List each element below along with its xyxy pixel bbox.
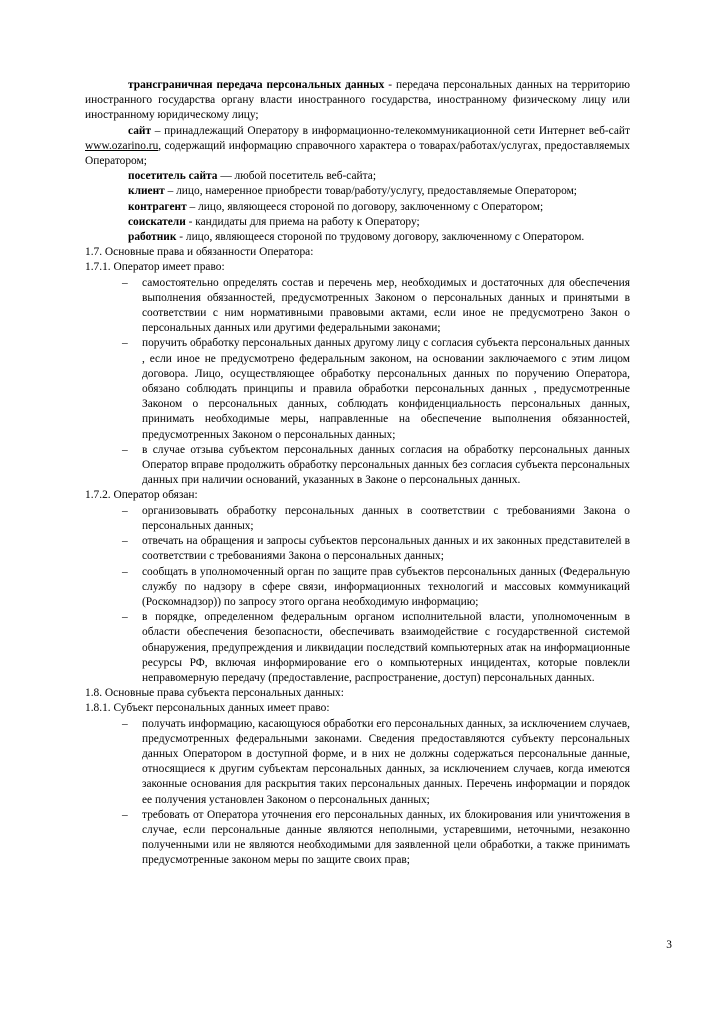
definition-body: - кандидаты для приема на работу к Оператору;	[185, 215, 420, 228]
definition-body: – лицо, являющееся стороной по договору, заключенному с Оператором;	[186, 200, 544, 213]
definition-term: посетитель сайта	[128, 170, 218, 183]
list-item	[85, 808, 630, 869]
list-item	[85, 717, 630, 808]
section-heading-17: 1.7. Основные права и обязанности Оператора:	[85, 246, 314, 259]
definition-paragraph	[85, 200, 630, 215]
definition-body-before-link: – принадлежащий Оператору в информационно-телекоммуникационной сети Интернет веб-сайт	[151, 124, 630, 137]
list-item	[85, 565, 630, 611]
list-item	[85, 336, 630, 442]
website-link[interactable]: www.ozarino.ru	[85, 139, 159, 152]
list-item	[85, 443, 630, 489]
definition-term: трансграничная передача персональных данных	[128, 79, 385, 91]
list-item-text: самостоятельно определять состав и перечень мер, необходимых и достаточных для обеспечения выполнения обязанностей, предусмотренных Законом о персональных данных и принятыми в соответствии с ним нормативными правовыми актами, если иное не предусмотрено Закон о персональных данных или другими федеральными законами;	[142, 276, 630, 335]
list-item-text: в порядке, определенном федеральным органом исполнительной власти, уполномоченным в области обеспечения безопасности, обеспечивать взаимодействие с государственной системой обнаружения, предупреждения и ликвидации последствий компьютерных атак на информационные ресурсы РФ, включая информирование его о компьютерных инцидентах, которые повлекли неправомерную передачу (предоставление, распространение, доступ) персональных данных.	[142, 611, 630, 684]
definition-paragraph	[85, 169, 630, 184]
list-item	[85, 276, 630, 337]
dash-bullet-icon: –	[122, 717, 128, 730]
definition-term: клиент	[128, 185, 165, 198]
definition-body-after-link: , содержащий информацию справочного характера о товарах/работах/услугах, предоставляемых Оператором;	[85, 139, 630, 168]
definition-body: - лицо, являющееся стороной по трудовому договору, заключенному с Оператором.	[176, 231, 585, 244]
section-subheading-181: 1.8.1. Субъект персональных данных имеет право:	[85, 702, 330, 715]
dash-bullet-icon: –	[122, 443, 128, 456]
list-section-181	[85, 717, 630, 869]
definition-term: сайт	[128, 124, 152, 137]
section-subheading-171: 1.7.1. Оператор имеет право:	[85, 261, 225, 274]
dash-bullet-icon: –	[122, 565, 128, 578]
list-item-text: отвечать на обращения и запросы субъектов персональных данных и их законных представителей в соответствии с требованиями Закона о персональных данных;	[142, 535, 630, 563]
list-item-text: сообщать в уполномоченный орган по защите прав субъектов персональных данных (Федеральную службу по надзору в сфере связи, информационных технологий и массовых коммуникаций (Роскомнадзор)) по запросу этого органа необходимую информацию;	[142, 565, 630, 608]
definition-term: работник	[128, 231, 177, 244]
list-item-text: поручить обработку персональных данных другому лицу с согласия субъекта персональных данных , если иное не предусмотрено федеральным законом, на основании заключаемого с этим лицом договора. Лицо, осуществляющее обработку персональных данных по поручению Оператора, обязано соблюдать принципы и правила обработки персональных данных , предусмотренные Законом о персональных данных, соблюдать конфиденциальность персональных данных, принимать необходимые меры, направленные на обеспечение выполнения обязанностей, предусмотренных Законом о персональных данных;	[142, 337, 630, 441]
definition-paragraph	[85, 184, 630, 199]
dash-bullet-icon: –	[122, 611, 128, 624]
list-item-text: организовывать обработку персональных данных в соответствии с требованиями Закона о персональных данных;	[142, 504, 630, 532]
definition-body: – лицо, намеренное приобрести товар/работу/услугу, предоставляемые Оператором;	[164, 185, 577, 198]
list-item	[85, 610, 630, 686]
page-number: 3	[666, 939, 672, 951]
list-section-171	[85, 276, 630, 489]
definition-paragraph	[85, 230, 630, 245]
definition-paragraph	[85, 78, 630, 124]
page-content	[85, 78, 630, 869]
definition-term: соискатели	[128, 215, 186, 228]
list-section-172	[85, 504, 630, 686]
dash-bullet-icon: –	[122, 504, 128, 517]
dash-bullet-icon: –	[122, 276, 128, 289]
dash-bullet-icon: –	[122, 535, 128, 548]
definition-body: — любой посетитель веб-сайта;	[217, 170, 376, 183]
definition-paragraph-site	[85, 124, 630, 170]
dash-bullet-icon: –	[122, 808, 128, 821]
dash-bullet-icon: –	[122, 337, 128, 350]
list-item	[85, 534, 630, 564]
list-item-text: в случае отзыва субъектом персональных данных согласия на обработку персональных данных Оператор вправе продолжить обработку персональных данных без согласия субъекта персональных данных при наличии оснований, указанных в Законе о персональных данных.	[142, 443, 630, 487]
list-item-text: требовать от Оператора уточнения его персональных данных, их блокирования или уничтожения в случае, если персональные данные являются неполными, устаревшими, неточными, незаконно полученными или не являются необходимыми для заявленной цели обработки, а также принимать предусмотренные законом меры по защите своих прав;	[142, 808, 630, 867]
list-item-text: получать информацию, касающуюся обработки его персональных данных, за исключением случаев, предусмотренных федеральными законами. Сведения предоставляются субъекту персональных данных Оператором в доступной форме, и в них не должны содержаться персональные данные, относящиеся к другим субъектам персональных данных, за исключением случаев, когда имеются законные основания для раскрытия таких персональных данных. Перечень информации и порядок ее получения установлен Законом о персональных данных;	[142, 717, 630, 806]
definition-body: - передача персональных данных на территорию иностранного государства органу власти иностранного государства, иностранному физическому лицу или иностранному юридическому лицу;	[85, 79, 630, 122]
list-item	[85, 504, 630, 534]
section-subheading-172: 1.7.2. Оператор обязан:	[85, 489, 198, 502]
section-heading-18: 1.8. Основные права субъекта персональных данных:	[85, 687, 344, 700]
definition-paragraph	[85, 215, 630, 230]
definition-term: контрагент	[128, 200, 187, 213]
